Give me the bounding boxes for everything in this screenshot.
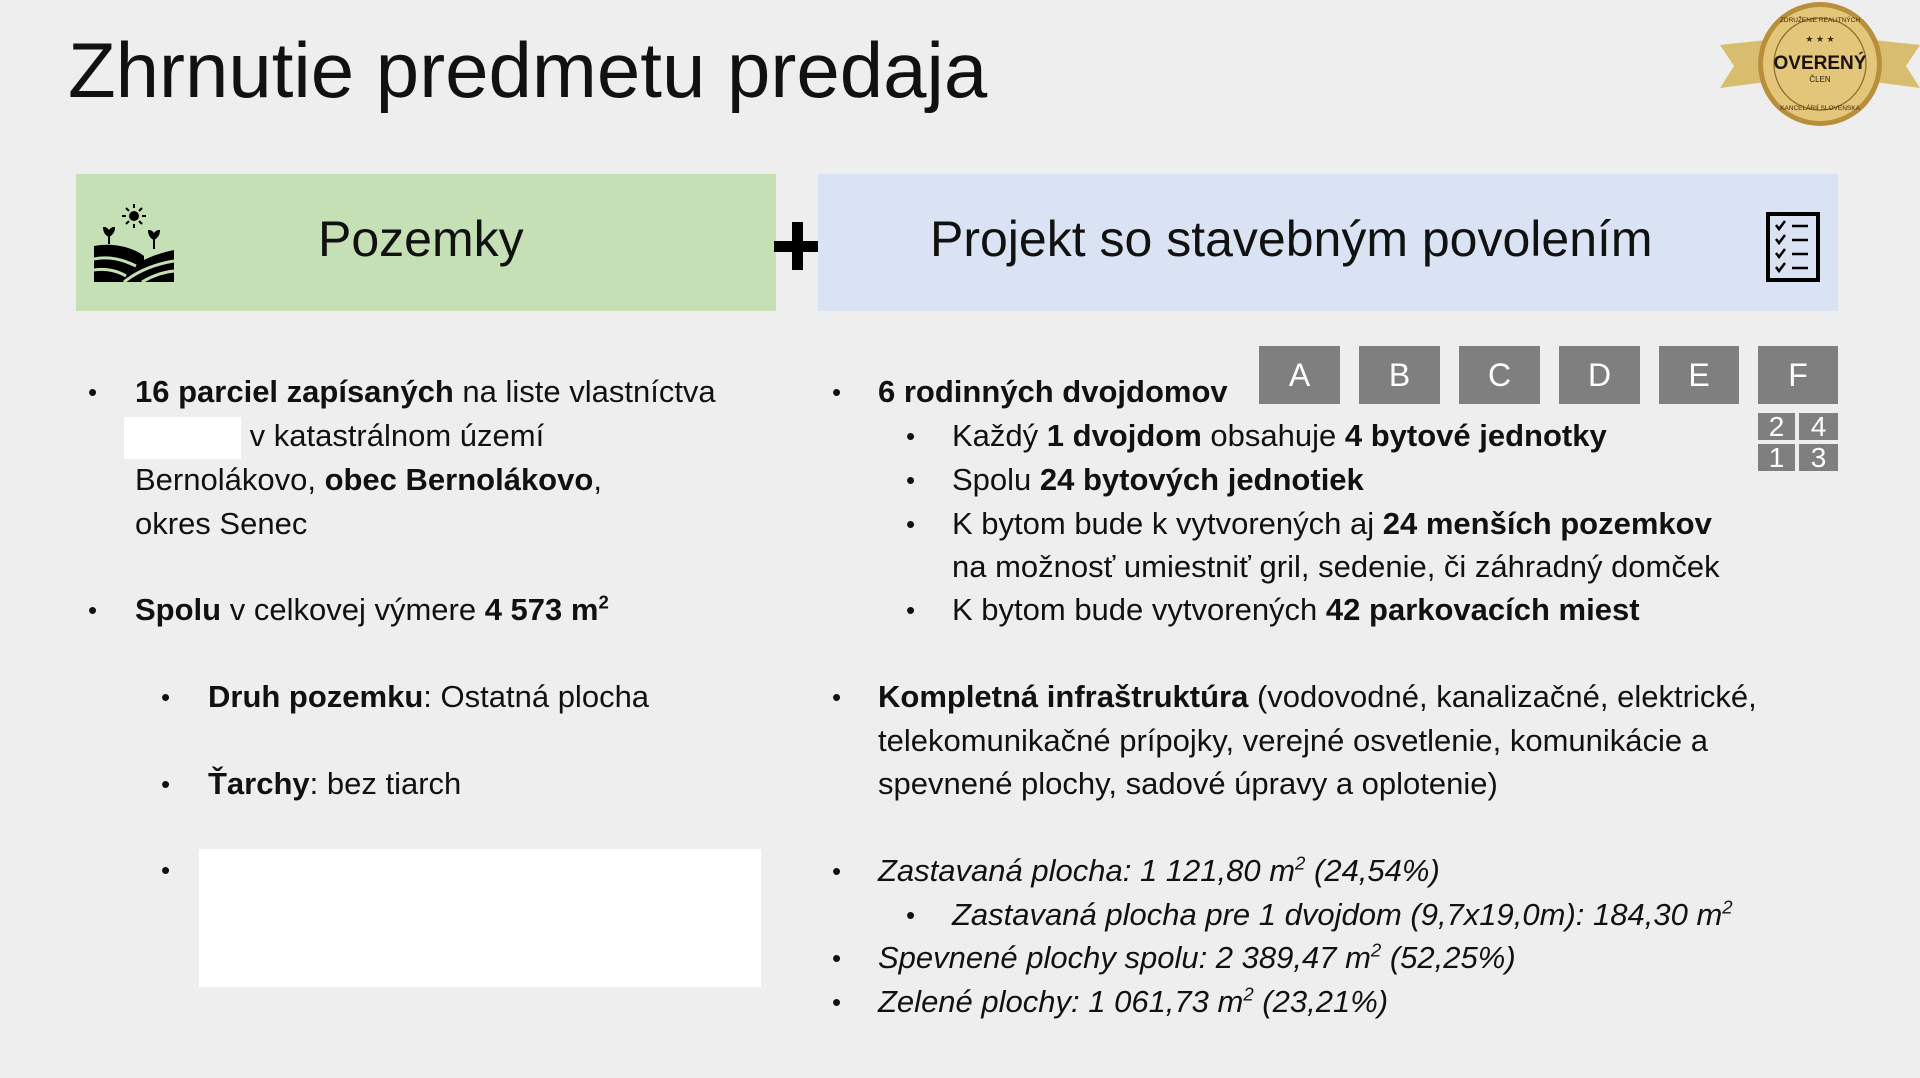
unit-box-4: 4 (1799, 413, 1838, 440)
project-header-panel (818, 174, 1838, 311)
redacted-area (124, 417, 241, 459)
bullet-icon: • (88, 595, 98, 625)
infrastructure-line-1: Kompletná infraštruktúra (vodovodné, kanalizačné, elektrické, (878, 679, 1757, 714)
parking-line: K bytom bude vytvorených 42 parkovacích miest (952, 592, 1640, 627)
building-box-c: C (1459, 346, 1540, 404)
svg-text:KANCELÁRIÍ SLOVENSKA: KANCELÁRIÍ SLOVENSKA (1780, 105, 1860, 112)
units-per-duplex-line: Každý 1 dvojdom obsahuje 4 bytové jednotky (952, 418, 1607, 453)
parcels-line-3: Bernolákovo, obec Bernolákovo, (135, 462, 602, 497)
building-box-a: A (1259, 346, 1340, 404)
paved-area-line: Spevnené plochy spolu: 2 389,47 $m^2$ (52,25%) (878, 939, 1516, 975)
land-type-line: Druh pozemku: Ostatná plocha (208, 679, 650, 714)
svg-text:ČLEN: ČLEN (1809, 75, 1831, 84)
total-area-line: Spolu v celkovej výmere 4 573 $m^2$ (135, 591, 609, 627)
duplex-count-line: 6 rodinných dvojdomov (878, 374, 1228, 409)
verified-badge-icon (1720, 0, 1920, 132)
unit-box-2: 2 (1758, 413, 1795, 440)
unit-box-3: 3 (1799, 444, 1838, 471)
plus-icon (774, 222, 820, 270)
bullet-icon: • (832, 682, 842, 712)
land-header-title: Pozemky (318, 211, 524, 267)
svg-text:★ ★ ★: ★ ★ ★ (1805, 34, 1835, 44)
bullet-icon: • (832, 856, 842, 886)
svg-text:OVERENÝ: OVERENÝ (1773, 53, 1867, 74)
bullet-icon: • (906, 509, 916, 539)
bullet-icon: • (906, 421, 916, 451)
built-area-line: Zastavaná plocha: 1 121,80 $m^2$ (24,54%) (878, 852, 1440, 888)
farm-field-icon (94, 204, 174, 282)
bullet-icon: • (906, 465, 916, 495)
bullet-icon: • (161, 855, 171, 885)
total-units-line: Spolu 24 bytových jednotiek (952, 462, 1364, 497)
project-header-title: Projekt so stavebným povolením (930, 211, 1653, 267)
bullet-icon: • (88, 377, 98, 407)
bullet-icon: • (161, 769, 171, 799)
infrastructure-line-3: spevnené plochy, sadové úpravy a oplotenie) (878, 766, 1498, 801)
bullet-icon: • (832, 987, 842, 1017)
small-plots-line-1: K bytom bude k vytvorených aj 24 menších pozemkov (952, 506, 1712, 541)
small-plots-line-2: na možnosť umiestniť gril, sedenie, či záhradný domček (952, 549, 1720, 584)
bullet-icon: • (906, 900, 916, 930)
bullet-icon: • (832, 943, 842, 973)
land-header-panel (76, 174, 776, 311)
green-area-line: Zelené plochy: 1 061,73 $m^2$ (23,21%) (878, 983, 1389, 1019)
redacted-block (199, 849, 761, 987)
verified-member-badge (1720, 0, 1920, 132)
slide-title: Zhrnutie predmetu predaja (68, 26, 988, 114)
parcels-line-4: okres Senec (135, 506, 308, 541)
bullet-icon: • (161, 682, 171, 712)
infrastructure-line-2: telekomunikačné prípojky, verejné osvetlenie, komunikácie a (878, 723, 1708, 758)
bullet-icon: • (832, 377, 842, 407)
parcels-line-2: v katastrálnom území (124, 414, 544, 459)
checklist-icon (1766, 212, 1820, 282)
building-box-f: F (1758, 346, 1838, 404)
building-box-e: E (1659, 346, 1739, 404)
building-box-b: B (1359, 346, 1440, 404)
parcels-line-1: 16 parciel zapísaných na liste vlastníctva (135, 374, 716, 409)
svg-text:ZDRUŽENIE REALITNÝCH: ZDRUŽENIE REALITNÝCH (1779, 17, 1861, 24)
unit-box-1: 1 (1758, 444, 1795, 471)
bullet-icon: • (906, 595, 916, 625)
built-area-per-duplex-line: Zastavaná plocha pre 1 dvojdom (9,7x19,0m): 184,30 $m^2$ (952, 896, 1733, 932)
building-box-d: D (1559, 346, 1640, 404)
encumbrances-line: Ťarchy: bez tiarch (208, 766, 462, 801)
